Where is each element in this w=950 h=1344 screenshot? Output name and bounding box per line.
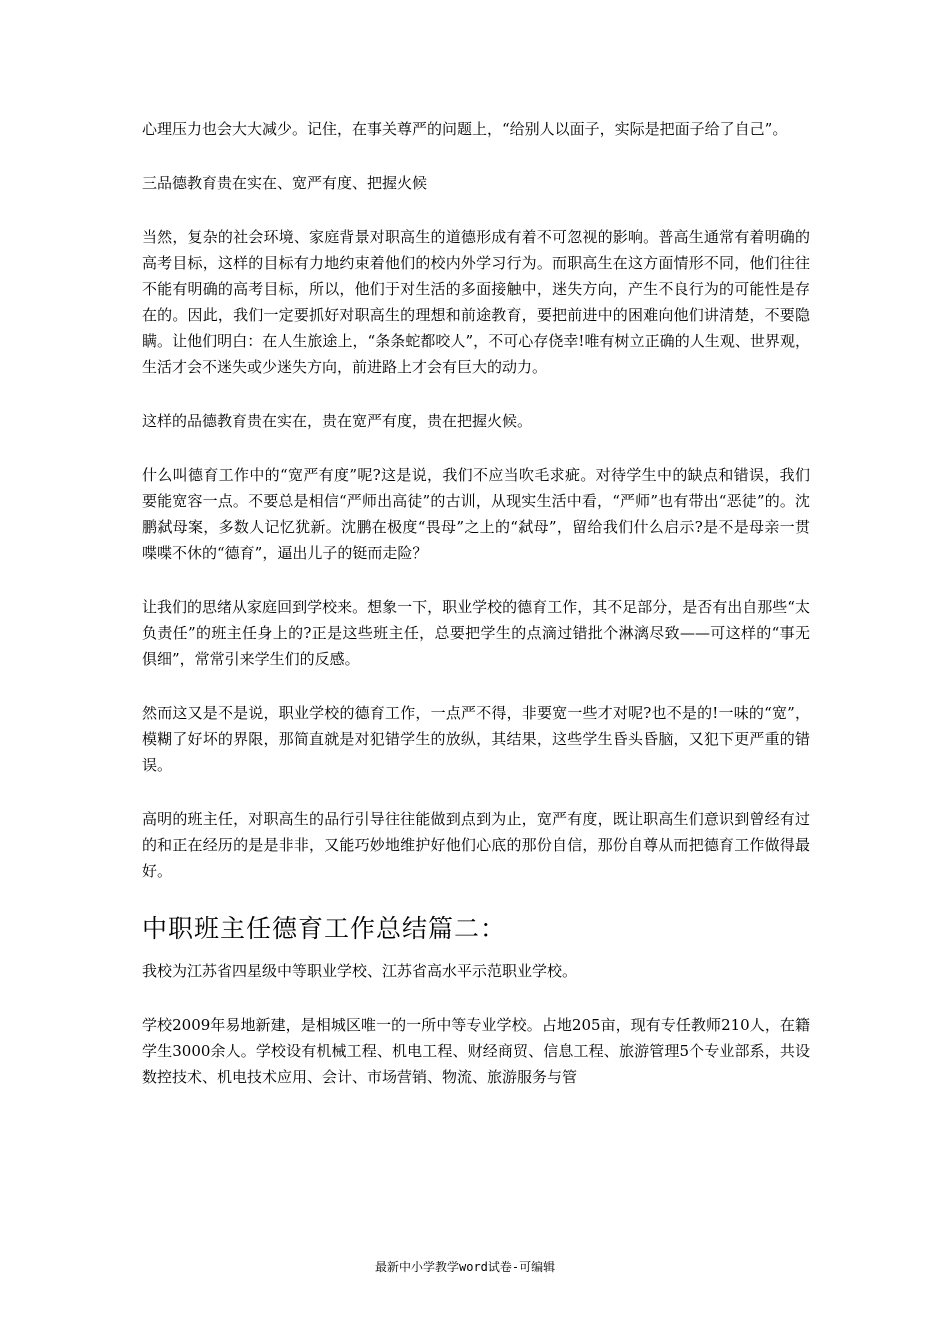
paragraph: 然而这又是不是说，职业学校的德育工作，一点严不得，非要宽一些才对呢?也不是的!一味的“宽”，模糊了好坏的界限，那简直就是对犯错学生的放纵，其结果，这些学生昏头昏脑，又犯下更严重的错误。: [142, 704, 810, 774]
paragraph: 学校2009年易地新建，是相城区唯一的一所中等专业学校。占地205亩，现有专任教师210人，在籍学生3000余人。学校设有机械工程、机电工程、财经商贸、信息工程、旅游管理5个专业部系，共设数控技术、机电技术应用、会计、市场营销、物流、旅游服务与管: [142, 1016, 810, 1086]
section-heading: 中职班主任德育工作总结篇二：: [142, 914, 507, 943]
document-body: [142, 116, 810, 1118]
paragraph: 这样的品德教育贵在实在，贵在宽严有度，贵在把握火候。: [142, 412, 533, 430]
subheading: 三品德教育贵在实在、宽严有度、把握火候: [142, 174, 428, 192]
paragraph: 我校为江苏省四星级中等职业学校、江苏省高水平示范职业学校。: [142, 962, 578, 980]
paragraph: 让我们的思绪从家庭回到学校来。想象一下，职业学校的德育工作，其不足部分，是否有出自那些“太负责任”的班主任身上的?正是这些班主任，总要把学生的点滴过错批个淋漓尽致——可这样的“事无俱细”，常常引来学生们的反感。: [142, 598, 810, 668]
paragraph: 当然，复杂的社会环境、家庭背景对职高生的道德形成有着不可忽视的影响。普高生通常有着明确的高考目标，这样的目标有力地约束着他们的校内外学习行为。而职高生在这方面情形不同，他们往往不能有明确的高考目标，所以，他们于对生活的多面接触中，迷失方向，产生不良行为的可能性是存在的。因此，我们一定要抓好对职高生的理想和前途教育，要把前进中的困难向他们讲清楚，不要隐瞒。让他们明白：在人生旅途上，“条条蛇都咬人”，不可心存侥幸!唯有树立正确的人生观、世界观，生活才会不迷失或少迷失方向，前进路上才会有巨大的动力。: [142, 228, 810, 376]
paragraph: 什么叫德育工作中的“宽严有度”呢?这是说，我们不应当吹毛求疵。对待学生中的缺点和错误，我们要能宽容一点。不要总是相信“严师出高徒”的古训，从现实生活中看，“严师”也有带出“恶徒”的。沈鹏弑母案，多数人记忆犹新。沈鹏在极度“畏母”之上的“弑母”，留给我们什么启示?是不是母亲一贯喋喋不休的“德育”，逼出儿子的铤而走险？: [142, 466, 810, 562]
paragraph: 心理压力也会大大减少。记住，在事关尊严的问题上，“给别人以面子，实际是把面子给了自己”。: [142, 120, 788, 138]
page-footer: 最新中小学教学word试卷-可编辑: [375, 1260, 556, 1274]
paragraph: 高明的班主任，对职高生的品行引导往往能做到点到为止，宽严有度，既让职高生们意识到曾经有过的和正在经历的是是非非，又能巧妙地维护好他们心底的那份自信，那份自尊从而把德育工作做得最好。: [142, 810, 810, 880]
